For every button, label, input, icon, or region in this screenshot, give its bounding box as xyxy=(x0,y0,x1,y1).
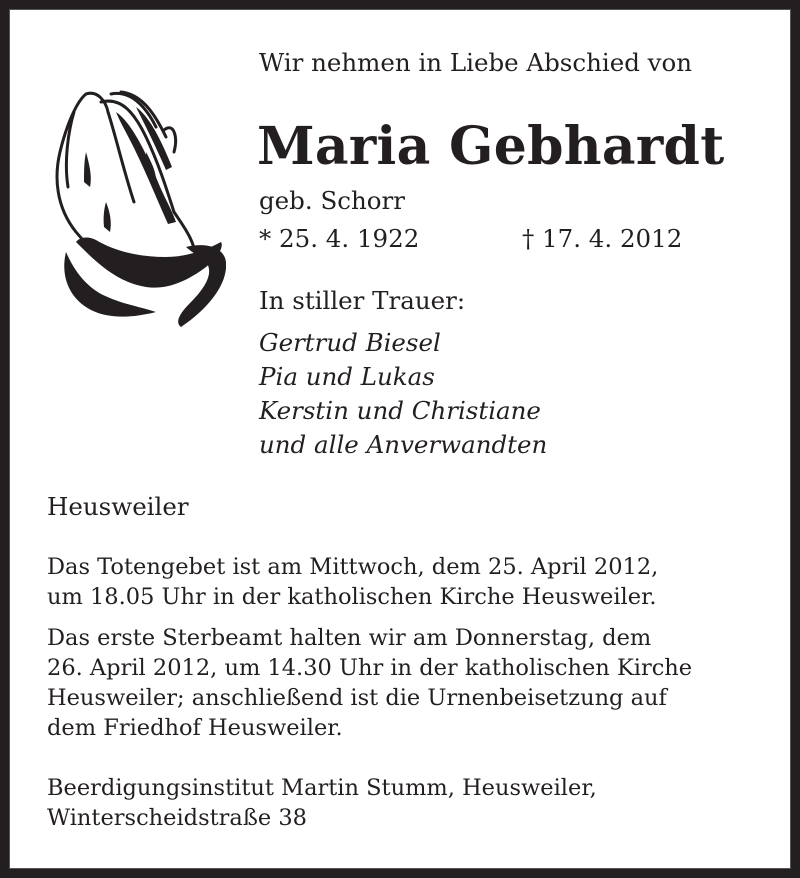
deceased-name: Maria Gebhardt xyxy=(257,116,725,177)
mourner: und alle Anverwandten xyxy=(259,430,548,459)
funeral-mass-paragraph xyxy=(47,623,692,743)
prayer-service-paragraph xyxy=(47,552,658,612)
text-line: um 18.05 Uhr in der katholischen Kirche Heusweiler. xyxy=(47,584,657,610)
death-date: † 17. 4. 2012 xyxy=(522,224,683,253)
praying-hands-icon xyxy=(46,82,226,332)
text-line: Winterscheidstraße 38 xyxy=(47,805,307,831)
mourners-list xyxy=(259,326,547,462)
text-line: 26. April 2012, um 14.30 Uhr in der katholischen Kirche xyxy=(47,655,693,681)
mourner: Pia und Lukas xyxy=(259,362,435,391)
funeral-home-paragraph xyxy=(47,773,597,833)
mourner: Kerstin und Christiane xyxy=(259,396,541,425)
text-line: Beerdigungsinstitut Martin Stumm, Heusweiler, xyxy=(47,775,597,801)
text-line: Heusweiler; anschließend ist die Urnenbeisetzung auf xyxy=(47,685,667,711)
mourning-heading: In stiller Trauer: xyxy=(259,286,466,315)
birth-date: * 25. 4. 1922 xyxy=(259,224,420,253)
text-line: Das erste Sterbeamt halten wir am Donnerstag, dem xyxy=(47,625,652,651)
intro-text: Wir nehmen in Liebe Abschied von xyxy=(259,48,693,77)
text-line: Das Totengebet ist am Mittwoch, dem 25. April 2012, xyxy=(47,554,659,580)
place: Heusweiler xyxy=(47,492,189,521)
mourner: Gertrud Biesel xyxy=(259,328,441,357)
text-line: dem Friedhof Heusweiler. xyxy=(47,715,343,741)
maiden-name: geb. Schorr xyxy=(259,186,405,215)
obituary-notice xyxy=(9,9,791,869)
